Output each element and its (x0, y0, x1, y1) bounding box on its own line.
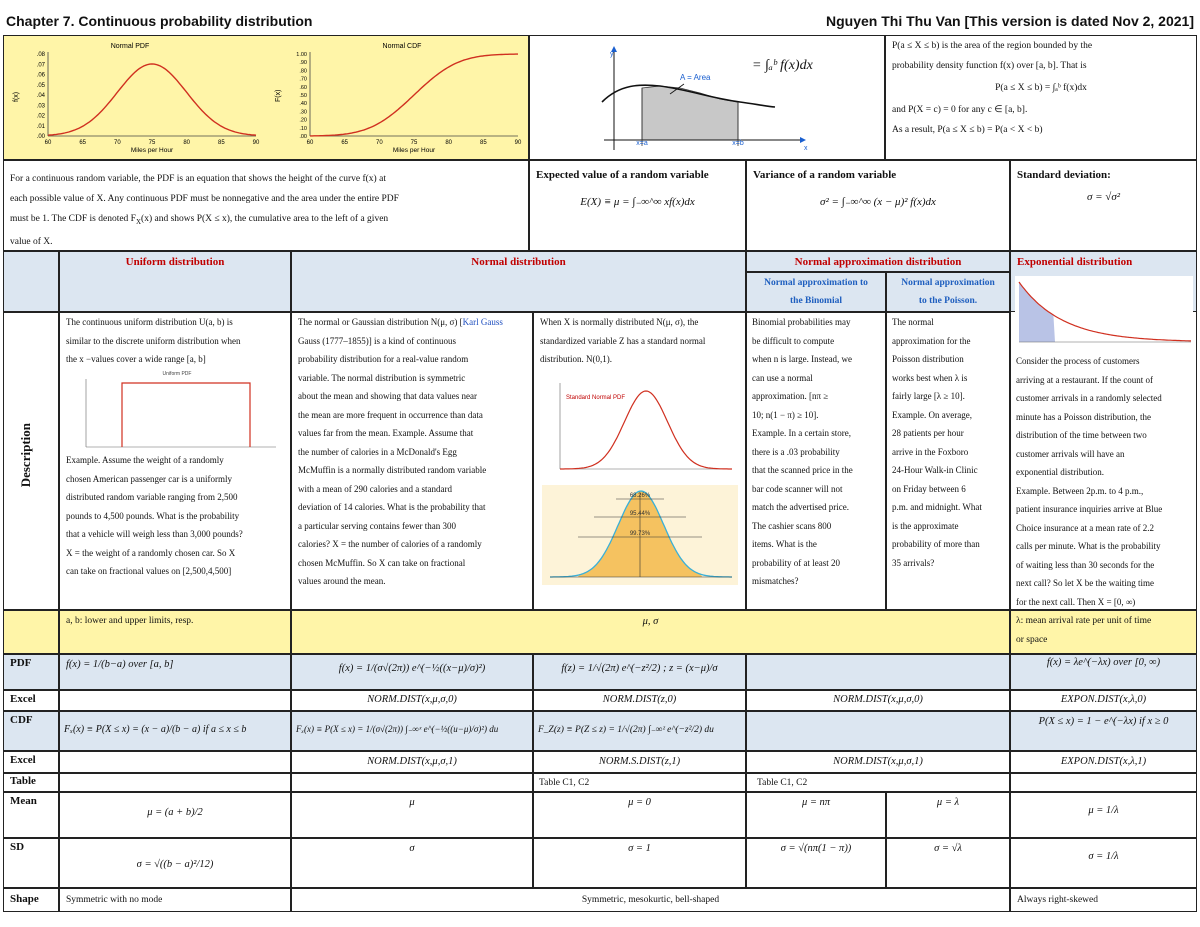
normal-params-cell (291, 610, 1010, 654)
pdf-x-tick: 60 (44, 140, 52, 146)
normal-cdf-chart (272, 40, 524, 154)
exponential-sd-cell (1010, 838, 1197, 888)
shaded-area (642, 86, 738, 140)
pdf-x-tick: 70 (113, 140, 121, 146)
exp-desc-line: for the next call. Then X = [0, ∞) (1016, 596, 1136, 607)
uniform-shape-cell (59, 888, 291, 912)
exponential-mean-cell (1010, 792, 1197, 838)
uniform-header-cell (59, 251, 291, 312)
cdf-y-tick: .50 (299, 93, 307, 99)
cdf-y-tick: .60 (299, 84, 307, 91)
cdf-x-tick: 70 (375, 140, 383, 146)
normal-desc-line: probability distribution for a real-value random (298, 354, 469, 364)
cdf-x-tick: 90 (514, 140, 522, 146)
pdf-y-tick: .06 (36, 72, 45, 79)
uniform-example-line: can take on fractional values on [2,500,4,500] (66, 566, 232, 576)
cdf-curve (310, 54, 518, 136)
variance-cell (746, 160, 1010, 251)
normal-cdf-formula: Fₓ(x) ≡ P(X ≤ x) = 1/(σ√(2π)) ∫₋∞ˣ e^(−½((u−μ)/σ)²) du (296, 724, 499, 734)
uniform-mean: μ = (a + b)/2 (147, 807, 203, 818)
excel2-label-cell (3, 751, 59, 773)
uniform-example-line: distributed random variable ranging from 2,500 (66, 492, 238, 502)
binomial-desc-line: items. What is the (752, 539, 817, 549)
binomial-desc-line: when n is large. Instead, we (752, 354, 853, 364)
poisson-desc-line: approximation for the (892, 335, 971, 346)
uniform-sd: σ = √((b − a)²/12) (136, 859, 214, 870)
uniform-example-line: chosen American passenger car is a uniformly (66, 473, 232, 484)
y-axis-label: y (610, 51, 614, 58)
uniform-desc-line: The continuous uniform distribution U(a, b) is (66, 317, 233, 327)
normal-pdf-formula: f(x) = 1/(σ√(2π)) e^(−½((x−μ)/σ)²) (338, 663, 486, 674)
cdf-y-tick: .80 (299, 68, 307, 75)
bell-label-3: 99.73% (629, 531, 651, 537)
binomial-desc-line: Example. In a certain store, (752, 428, 851, 438)
binomial-desc-line: mismatches? (752, 576, 799, 586)
pdf-y-tick: .02 (36, 113, 45, 120)
approx-cdf-cell (746, 711, 1010, 751)
normal-desc-line: chosen McMuffin. So X can take on fractional (298, 557, 466, 568)
std-normal-pdf-formula: f(z) = 1/√(2π) e^(−z²/2) ; z = (x−μ)/σ (561, 663, 718, 674)
cdf-y-tick: .70 (299, 76, 307, 83)
std-normal-desc-line: distribution. N(0,1). (540, 354, 612, 364)
normal-sd: σ (409, 843, 415, 854)
std-normal-excel1: NORM.DIST(z,0) (602, 694, 677, 705)
normal-description-cell (291, 312, 533, 610)
std-normal-pdf-cell (533, 654, 746, 690)
binomial-desc-line: that the scanned price in the (752, 465, 853, 475)
uniform-excel2-cell (59, 751, 291, 773)
area-text-4: and P(X = c) = 0 for any c ∈ [a, b]. (892, 105, 1028, 115)
cdf-x-label: Miles per Hour (392, 147, 436, 154)
pdf-chart-title: Normal PDF (110, 43, 150, 50)
uniform-excel1-cell (59, 690, 291, 711)
approx-binomial-2: the Binomial (790, 296, 842, 306)
normal-shape-cell (291, 888, 1010, 912)
cdf-y-tick: .90 (299, 60, 307, 67)
exp-desc-line: Consider the process of customers (1016, 356, 1140, 366)
poisson-desc-line: on Friday between 6 (892, 483, 966, 494)
normal-desc-line: values around the mean. (298, 576, 386, 586)
pdf-desc-4: value of X. (10, 236, 53, 247)
std-normal-sd: σ = 1 (628, 843, 651, 854)
normal-line-1: The normal or Gaussian distribution N(μ, σ) [ (298, 317, 463, 327)
mean-row-label: Mean (10, 795, 37, 807)
exponential-sd: σ = 1/λ (1088, 851, 1119, 862)
exponential-excel2: EXPON.DIST(x,λ,1) (1060, 756, 1147, 767)
normal-table-cell (291, 773, 533, 792)
cdf-x-tick: 65 (341, 140, 349, 146)
sd-cell (1010, 160, 1197, 251)
binomial-mean-cell (746, 792, 886, 838)
poisson-desc-line: probability of more than (892, 539, 980, 549)
poisson-mean-cell (886, 792, 1010, 838)
poisson-desc-line: fairly large [λ ≥ 10]. (892, 391, 965, 401)
binomial-desc-line: 10; n(1 − π) ≥ 10]. (752, 409, 819, 420)
exponential-pdf-chart (1015, 276, 1193, 348)
std-normal-desc-line: standardized variable Z has a standard normal (540, 335, 706, 346)
std-normal-desc-line: When X is normally distributed N(μ, σ), the (540, 317, 699, 327)
cdf-chart-title: Normal CDF (382, 43, 422, 50)
binomial-mean: μ = nπ (801, 797, 831, 808)
area-diagram-cell (529, 35, 885, 160)
approx-excel2-cell (746, 751, 1010, 773)
area-text-3: P(a ≤ X ≤ b) = ∫ₐᵇ f(x)dx (995, 83, 1087, 93)
binomial-desc-line: be difficult to compute (752, 335, 835, 346)
normal-desc-line: deviation of 14 calories. What is the probability that (298, 502, 486, 512)
pdf-y-tick: .04 (36, 93, 45, 99)
normal-excel1-cell (291, 690, 533, 711)
exponential-params-cell (1010, 610, 1197, 654)
approx-binomial-1: Normal approximation to (764, 278, 868, 288)
var-title: Variance of a random variable (753, 169, 897, 181)
uniform-cdf-formula: Fₓ(x) ≡ P(X ≤ x) = (x − a)/(b − a) if a ≤ x ≤ b (64, 724, 247, 735)
cdf-y-tick: .20 (299, 117, 307, 124)
std-normal-mean-cell (533, 792, 746, 838)
area-text-cell (885, 35, 1197, 160)
normal-excel2: NORM.DIST(x,μ,σ,1) (367, 756, 457, 767)
normal-desc-line: values far from the mean. Example. Assume that (298, 428, 474, 438)
ev-title: Expected value of a random variable (536, 169, 709, 181)
exp-desc-line: Choice insurance at a mean rate of 2.2 (1016, 522, 1154, 533)
exponential-excel1-cell (1010, 690, 1197, 711)
approx-table: Table C1, C2 (757, 778, 808, 788)
pdf-desc-2: each possible value of X. Any continuous PDF must be nonnegative and the area under the entire PDF (10, 194, 399, 204)
normal-desc-line: Gauss (1777–1855)] is a kind of continuous (298, 335, 456, 346)
excel2-label: Excel (10, 754, 36, 766)
normal-header: Normal distribution (471, 256, 566, 268)
std-normal-cdf-cell (533, 711, 746, 751)
xb-label: x=b (732, 140, 744, 147)
approx-excel1-cell (746, 690, 1010, 711)
exponential-header: Exponential distribution (1017, 256, 1133, 268)
cdf-row-label: CDF (10, 714, 33, 726)
binomial-desc-line: probability of at least 20 (752, 557, 840, 568)
karl-gauss-link[interactable]: Karl Gauss (462, 317, 503, 327)
pdf-y-tick: .03 (36, 103, 45, 110)
standard-normal-chart (542, 379, 738, 479)
pdf-x-tick: 90 (252, 140, 260, 146)
pdf-y-tick: .05 (36, 82, 45, 89)
std-normal-excel1-cell (533, 690, 746, 711)
poisson-desc-line: 28 patients per hour (892, 428, 964, 438)
uniform-params: a, b: lower and upper limits, resp. (66, 616, 194, 626)
var-formula: σ² = ∫₋∞^∞ (x − μ)² f(x)dx (820, 196, 936, 208)
exponential-excel2-cell (1010, 751, 1197, 773)
uniform-cdf-cell (59, 711, 291, 751)
bell-label-1: 68.26% (629, 493, 651, 499)
cdf-x-tick: 80 (445, 140, 453, 146)
cdf-y-label: F(x) (275, 89, 282, 102)
approx-binomial-header-cell (746, 272, 886, 312)
exponential-mean: μ = 1/λ (1088, 805, 1119, 816)
poisson-desc-line: Poisson distribution (892, 354, 964, 364)
std-normal-excel2: NORM.S.DIST(z,1) (598, 756, 681, 767)
ev-formula: E(X) ≡ μ = ∫₋∞^∞ xf(x)dx (580, 196, 695, 208)
header-blank-cell (3, 251, 59, 312)
std-normal-cdf-formula: F_Z(z) ≡ P(Z ≤ z) = 1/√(2π) ∫₋∞ᶻ e^(−z²/2) du (538, 725, 714, 735)
exp-desc-line: Example. Between 2p.m. to 4 p.m., (1016, 485, 1144, 496)
uniform-desc-line: the x −values cover a wide range [a, b] (66, 354, 206, 364)
exponential-shape-cell (1010, 888, 1197, 912)
area-label: A = Area (680, 73, 711, 82)
approx-excel1: NORM.DIST(x,μ,σ,0) (833, 694, 923, 705)
exponential-params-2: or space (1016, 635, 1048, 645)
std-normal-sd-cell (533, 838, 746, 888)
pdf-y-tick: .01 (36, 123, 45, 130)
normal-desc-line: about the mean and showing that data values near (298, 391, 477, 401)
description-label-cell (3, 312, 59, 610)
exponential-params-1: λ: mean arrival rate per unit of time (1016, 616, 1152, 626)
normal-cdf-cell (291, 711, 533, 751)
normal-desc-line: the mean are more frequent in occurrence than data (298, 409, 483, 420)
binomial-desc-line: there is a .03 probability (752, 446, 840, 457)
pdf-row-label-cell (3, 654, 59, 690)
exponential-table-cell (1010, 773, 1197, 792)
uniform-example-line: X = the weight of a randomly chosen car. So X (66, 547, 236, 558)
exp-desc-line: of waiting less than 30 seconds for the (1016, 559, 1155, 570)
poisson-desc-line: 35 arrivals? (892, 557, 935, 568)
normal-mean: μ (409, 797, 415, 808)
poisson-desc-line: works best when λ is (892, 372, 968, 383)
std-normal-excel2-cell (533, 751, 746, 773)
pdf-y-label: f(x) (13, 91, 20, 102)
sd-title: Standard deviation: (1017, 169, 1111, 181)
cdf-y-tick: 1.00 (296, 52, 307, 58)
excel1-label-cell (3, 690, 59, 711)
shape-label-cell (3, 888, 59, 912)
normal-excel2-cell (291, 751, 533, 773)
sd-label-cell (3, 838, 59, 888)
approx-excel2: NORM.DIST(x,μ,σ,1) (833, 756, 923, 767)
poisson-mean: μ = λ (936, 797, 960, 808)
uniform-description-cell (59, 312, 291, 610)
pdf-description-cell (3, 160, 529, 251)
cdf-x-tick: 75 (410, 140, 418, 146)
pdf-desc-3: must be 1. The CDF is denoted F (10, 214, 136, 224)
cdf-row-label-cell (3, 711, 59, 751)
normal-excel1: NORM.DIST(x,μ,σ,0) (367, 694, 457, 705)
poisson-desc-line: Example. On average, (892, 409, 972, 420)
pdf-x-tick: 80 (183, 140, 191, 146)
uniform-pdf-cell (59, 654, 291, 690)
pdf-desc-1: For a continuous random variable, the PDF is an equation that shows the height of the curve f(x) at (10, 174, 386, 184)
poisson-sd: σ = √λ (934, 843, 962, 854)
exponential-excel1: EXPON.DIST(x,λ,0) (1060, 694, 1147, 705)
pdf-y-tick: .08 (36, 52, 45, 58)
uniform-desc-line: similar to the discrete uniform distribution when (66, 335, 241, 346)
area-text-2: probability density function f(x) over [a, b]. That is (892, 61, 1087, 71)
exp-desc-line: customer arrivals will have an (1016, 448, 1125, 459)
exponential-pdf-cell (1010, 654, 1197, 690)
approx-table-cell (746, 773, 1010, 792)
std-normal-curve (560, 391, 732, 469)
uniform-example-line: Example. Assume the weight of a randomly (66, 455, 224, 465)
std-normal-mean: μ = 0 (628, 797, 651, 808)
exp-desc-line: distribution of the time between two (1016, 430, 1147, 440)
pdf-cdf-charts-cell (3, 35, 529, 160)
table-label-cell (3, 773, 59, 792)
uniform-pdf-formula: f(x) = 1/(b−a) over [a, b] (66, 659, 174, 670)
exp-desc-line: calls per minute. What is the probability (1016, 541, 1161, 551)
binomial-desc-line: approximation. [nπ ≥ (752, 391, 829, 401)
pdf-y-tick: .07 (36, 62, 45, 69)
exp-desc-line: arriving at a restaurant. If the count of (1016, 374, 1153, 385)
page-title: Chapter 7. Continuous probability distribution (6, 13, 313, 29)
normal-approx-header: Normal approximation distribution (794, 256, 962, 268)
normal-sd-cell (291, 838, 533, 888)
poisson-desc-line: arrive in the Foxboro (892, 446, 969, 457)
author-line: Nguyen Thi Thu Van [This version is dated Nov 2, 2021] (826, 13, 1194, 29)
poisson-desc-line: p.m. and midnight. What (892, 502, 982, 512)
cdf-x-tick: 60 (306, 140, 314, 146)
std-normal-chart-title: Standard Normal PDF (566, 395, 626, 401)
table-row-label: Table (10, 775, 36, 787)
bell-label-2: 95.44% (629, 511, 651, 517)
approx-poisson-2: to the Poisson. (918, 296, 978, 306)
excel1-label: Excel (10, 693, 36, 705)
normal-pdf-chart (10, 40, 262, 154)
uniform-header: Uniform distribution (125, 256, 225, 268)
sd-formula: σ = √σ² (1086, 191, 1121, 203)
uniform-mean-cell (59, 792, 291, 838)
normal-desc-line: the number of calories in a McDonald's Egg (298, 446, 457, 457)
pdf-x-label: Miles per Hour (130, 147, 174, 154)
pdf-curve (48, 64, 256, 135)
poisson-desc-line: is the approximate (892, 520, 959, 531)
description-label: Description (18, 423, 33, 488)
x-axis-label: x (804, 145, 808, 152)
exponential-description-cell (1010, 272, 1197, 610)
exp-desc-line: patient insurance inquiries arrive at Blue (1016, 504, 1163, 514)
approx-pdf-cell (746, 654, 1010, 690)
pdf-x-tick: 65 (79, 140, 87, 146)
std-normal-table: Table C1, C2 (539, 778, 590, 788)
normal-approx-header-cell (746, 251, 1010, 272)
area-text-1: P(a ≤ X ≤ b) is the area of the region bounded by the (892, 41, 1093, 51)
binomial-desc-line: bar code scanner will not (752, 483, 843, 494)
exponential-cdf-cell (1010, 711, 1197, 751)
uniform-chart-title: Uniform PDF (162, 371, 192, 377)
poisson-desc-line: 24-Hour Walk-in Clinic (892, 465, 978, 475)
cdf-y-tick: .10 (299, 125, 307, 132)
exponential-pdf-formula: f(x) = λe^(−λx) over [0, ∞) (1046, 657, 1161, 668)
area-text-5: As a result, P(a ≤ X ≤ b) = P(a < X < b) (892, 125, 1043, 135)
binomial-desc-line: match the advertised price. (752, 502, 849, 512)
poisson-desc-line: The normal (892, 317, 934, 327)
normal-params: μ, σ (642, 616, 659, 627)
pdf-x-tick: 75 (148, 140, 156, 146)
cdf-y-tick: .40 (299, 101, 307, 108)
bell-percent-chart (542, 485, 738, 585)
cdf-x-tick: 85 (479, 140, 487, 146)
binomial-desc-line: can use a normal (752, 372, 813, 383)
xa-label: x=a (636, 140, 648, 147)
shape-row-label: Shape (10, 893, 39, 905)
exp-desc-line: next call? So let X be the waiting time (1016, 578, 1154, 588)
pdf-row-label: PDF (10, 657, 32, 669)
exp-desc-line: minute has a Poisson distribution, the (1016, 411, 1151, 422)
normal-desc-line: variable. The normal distribution is symmetric (298, 372, 466, 383)
mean-label-cell (3, 792, 59, 838)
cdf-y-tick: .00 (299, 134, 307, 140)
sd-row-label: SD (10, 841, 25, 853)
binomial-desc-line: The cashier scans 800 (752, 520, 832, 531)
uniform-example-line: that a vehicle will weigh less than 3,000 pounds? (66, 529, 243, 539)
normal-desc-line: with a mean of 290 calories and a standard (298, 483, 452, 494)
uniform-example-line: pounds to 4,500 pounds. What is the probability (66, 510, 240, 521)
uniform-pdf-chart (72, 369, 282, 455)
normal-desc-line: a particular serving contains fewer than 300 (298, 520, 456, 531)
exponential-cdf-formula: P(X ≤ x) = 1 − e^(−λx) if x ≥ 0 (1038, 716, 1169, 727)
normal-shape: Symmetric, mesokurtic, bell-shaped (581, 895, 720, 905)
exp-desc-line: exponential distribution. (1016, 467, 1104, 477)
poisson-approx-description-cell (886, 312, 1010, 610)
pdf-desc-3-sub: X (135, 217, 142, 226)
area-formula: = ∫ₐᵇ f(x)dx (752, 58, 813, 73)
std-normal-table-cell (533, 773, 746, 792)
uniform-sd-cell (59, 838, 291, 888)
approx-poisson-header-cell (886, 272, 1010, 312)
normal-header-cell (291, 251, 746, 312)
binomial-sd-cell (746, 838, 886, 888)
exp-desc-line: customer arrivals in a randomly selected (1016, 393, 1162, 403)
normal-desc-line: McMuffin is a normally distributed random variable (298, 465, 487, 475)
normal-desc-line: calories? X = the number of calories of a randomly (298, 539, 482, 549)
exponential-shape: Always right-skewed (1017, 895, 1098, 905)
uniform-shape: Symmetric with no mode (66, 895, 163, 905)
poisson-sd-cell (886, 838, 1010, 888)
uniform-table-cell (59, 773, 291, 792)
uniform-params-cell (59, 610, 291, 654)
normal-mean-cell (291, 792, 533, 838)
pdf-x-tick: 85 (217, 140, 225, 146)
cdf-y-tick: .30 (299, 109, 307, 116)
approx-poisson-1: Normal approximation (901, 278, 995, 288)
normal-pdf-cell (291, 654, 533, 690)
expected-value-cell (529, 160, 746, 251)
std-normal-description-cell (533, 312, 746, 610)
params-label-cell (3, 610, 59, 654)
pdf-y-tick: .00 (36, 134, 45, 140)
binomial-desc-line: Binomial probabilities may (752, 317, 851, 327)
binomial-approx-description-cell (746, 312, 886, 610)
binomial-sd: σ = √(nπ(1 − π)) (780, 843, 852, 854)
pdf-desc-3c: (x) and shows P(X ≤ x), the cumulative area to the left of a given (141, 214, 389, 224)
